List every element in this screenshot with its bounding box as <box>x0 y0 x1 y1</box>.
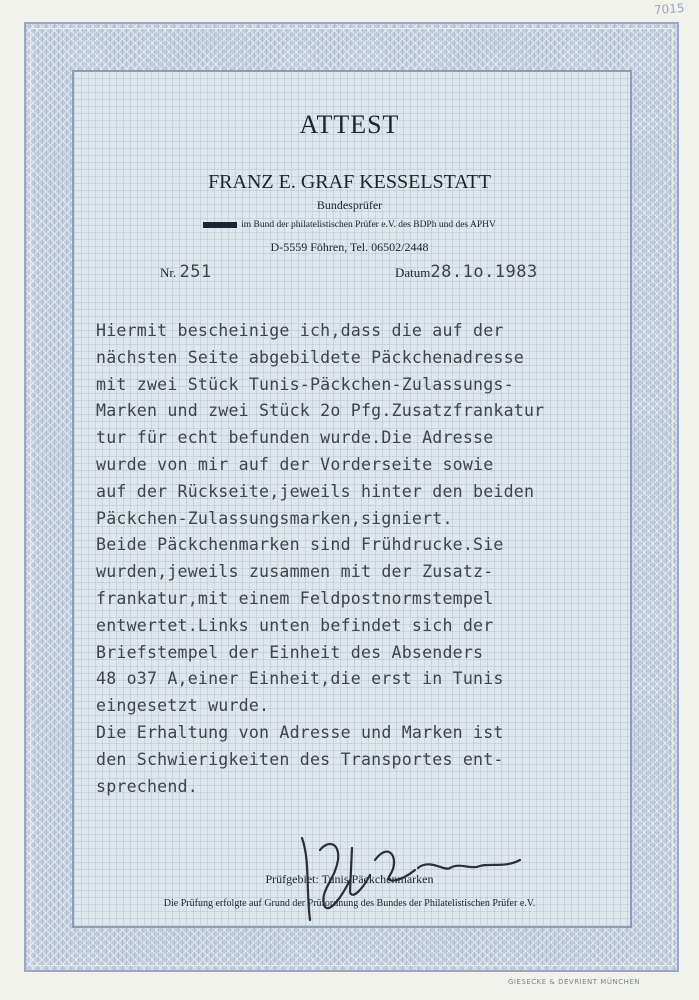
certificate-date <box>395 262 538 282</box>
body-line: eingesetzt wurde. <box>96 696 270 716</box>
corner-pencil-mark: 7015 <box>654 0 686 18</box>
body-line: Briefstempel der Einheit des Absenders <box>96 642 484 662</box>
body-line: tur für echt befunden wurde.Die Adresse <box>96 428 494 448</box>
body-line: Die Erhaltung von Adresse und Marken ist <box>96 722 504 742</box>
printer-mark: GIESECKE & DEVRIENT MÜNCHEN <box>508 978 640 986</box>
association-text: im Bund der philatelistischen Prüfer e.V. des BDPh und des APHV <box>241 220 496 230</box>
certificate-body <box>96 318 641 800</box>
exam-area: Prüfgebiet: Tunis Päckchenmarken <box>265 872 434 886</box>
examiner-name: FRANZ E. GRAF KESSELSTATT <box>208 171 491 193</box>
date-value: 28.1o.1983 <box>430 262 538 282</box>
body-line: auf der Rückseite,jeweils hinter den beiden <box>96 481 535 501</box>
examiner-address: D-5559 Föhren, Tel. 06502/2448 <box>270 240 429 254</box>
body-line: Beide Päckchenmarken sind Frühdrucke.Sie <box>96 535 504 555</box>
certificate-title: ATTEST <box>299 110 400 139</box>
body-line: frankatur,mit einem Feldpostnormstempel <box>96 588 494 608</box>
body-line: Päckchen-Zulassungsmarken,signiert. <box>96 508 453 528</box>
body-line: Marken und zwei Stück 2o Pfg.Zusatzfrankatur <box>96 401 545 421</box>
body-line: wurde von mir auf der Vorderseite sowie <box>96 454 494 474</box>
body-line: wurden,jeweils zusammen mit der Zusatz- <box>96 562 494 582</box>
body-line: 48 o37 A,einer Einheit,die erst in Tunis <box>96 669 504 689</box>
number-value: 251 <box>179 262 212 282</box>
association-line <box>100 220 599 230</box>
certificate-number <box>160 262 212 282</box>
redaction-bar <box>203 222 237 228</box>
body-line: den Schwierigkeiten des Transportes ent- <box>96 749 504 769</box>
date-label: Datum <box>395 265 431 280</box>
body-line: nächsten Seite abgebildete Päckchenadresse <box>96 347 524 367</box>
number-label: Nr. <box>160 265 177 280</box>
examiner-role: Bundesprüfer <box>316 198 383 212</box>
body-line: entwertet.Links unten befindet sich der <box>96 615 494 635</box>
body-line: Hiermit bescheinige ich,dass die auf der <box>96 321 504 340</box>
body-line: sprechend. <box>96 776 198 796</box>
footer-note: Die Prüfung erfolgte auf Grund der Prüfordnung des Bundes der Philatelistischen Prüfer e.V. <box>163 898 536 909</box>
body-line: mit zwei Stück Tunis-Päckchen-Zulassungs- <box>96 374 514 394</box>
